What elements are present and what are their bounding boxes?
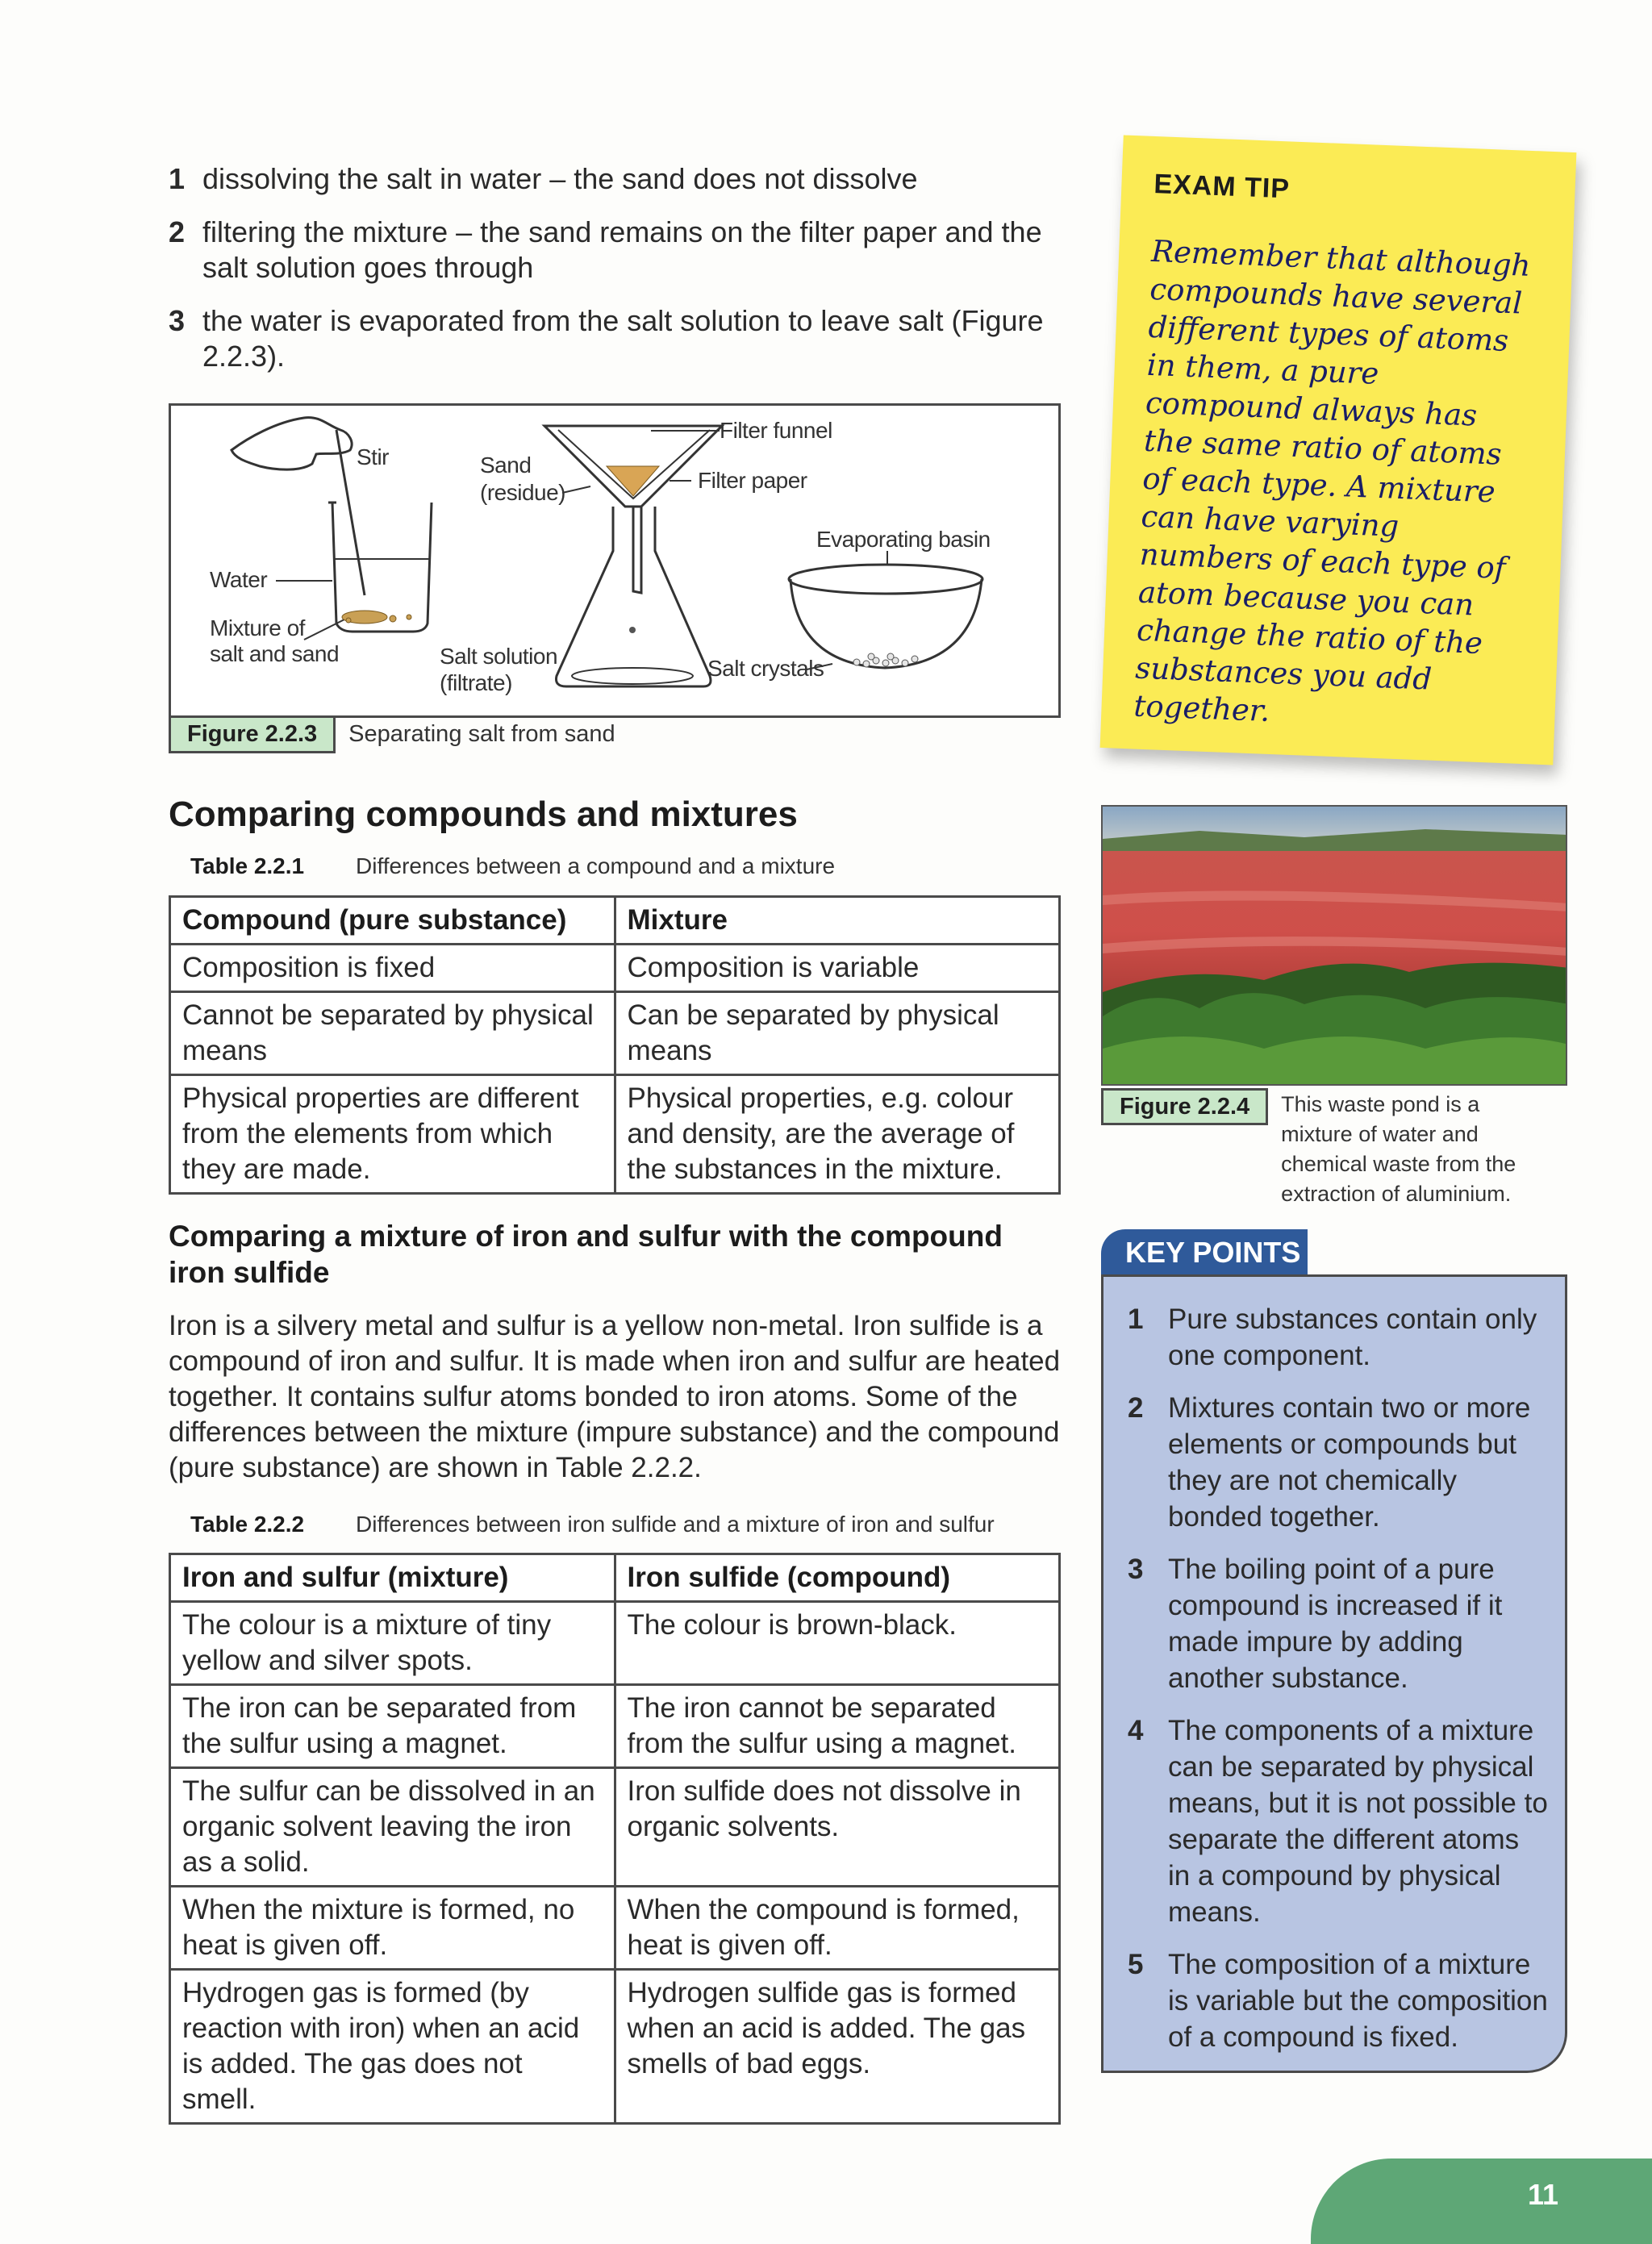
key-point-item: 1 Pure substances contain only one component.: [1128, 1303, 1537, 1371]
beaker: [332, 503, 432, 632]
table-cell: The colour is a mixture of tiny yellow and silver spots.: [170, 1602, 615, 1685]
figure-tag: Figure 2.2.4: [1101, 1088, 1268, 1125]
key-points-list: [1103, 1277, 1565, 2055]
figure-caption-text: Separating salt from sand: [348, 721, 615, 747]
body-paragraph: Iron is a silvery metal and sulfur is a yellow non-metal. Iron sulfide is a compound of iron and sulfur. It is made when iron and sulfur are heated together. It contains sulfur atoms bonded to iron atoms. Some of the differences between the mixture (impure substance) and the compound (pure substance) are shown in Table 2.2.2.: [169, 1310, 1061, 1483]
key-point-item: 2 Mixtures contain two or more elements or compounds but they are not chemically bonded together.: [1128, 1392, 1531, 1533]
table-row: [170, 1768, 1060, 1887]
table-header-cell: Compound (pure substance): [170, 897, 615, 945]
figure-caption-223: [169, 715, 628, 753]
hand-icon: [232, 418, 352, 470]
label-filtrate-line1: Salt solution: [440, 644, 558, 669]
table-number: Table 2.2.2: [190, 1512, 305, 1537]
label-sand-line1: Sand: [480, 453, 532, 478]
table-cell: Composition is variable: [615, 945, 1060, 992]
table-row: [170, 945, 1060, 992]
key-point-item: 4 The components of a mixture can be separated by physical means, but it is not possible to separate the different atoms in a compound by physical means.: [1128, 1715, 1548, 1928]
key-point-item: 5 The composition of a mixture is variable but the composition of a compound is fixed.: [1128, 1949, 1548, 2053]
table-number: Table 2.2.1: [190, 853, 305, 878]
table-header-cell: Mixture: [615, 897, 1060, 945]
table-cell: Iron sulfide does not dissolve in organic solvents.: [615, 1768, 1060, 1887]
table-cell: The colour is brown-black.: [615, 1602, 1060, 1685]
table-caption-text: Differences between a compound and a mixture: [356, 853, 836, 878]
page-tab: [1311, 2158, 1652, 2244]
table-221-caption: [190, 853, 835, 879]
table-cell: The iron cannot be separated from the sulfur using a magnet.: [615, 1685, 1060, 1768]
figure-separating-salt: [169, 403, 1061, 718]
apparatus-diagram: [171, 406, 1058, 715]
label-filter-funnel: Filter funnel: [720, 418, 832, 443]
table-row: [170, 992, 1060, 1075]
table-cell: When the compound is formed, heat is given off.: [615, 1887, 1060, 1970]
exam-tip-note: [1100, 135, 1577, 765]
label-sand-line2: (residue): [480, 480, 565, 505]
figure-tag: Figure 2.2.3: [169, 715, 336, 753]
table-222-caption: [190, 1512, 995, 1537]
table-cell: When the mixture is formed, no heat is given off.: [170, 1887, 615, 1970]
table-cell: Composition is fixed: [170, 945, 615, 992]
table-row: [170, 1887, 1060, 1970]
step-item: 2 filtering the mixture – the sand remains on the filter paper and the salt solution goes through: [169, 215, 1042, 284]
exam-tip-title: EXAM TIP: [1153, 168, 1291, 205]
label-mixture-line1: Mixture of: [210, 615, 305, 640]
figure-caption-224: [1101, 1088, 1534, 1211]
step-item: 1 dissolving the salt in water – the sand does not dissolve: [169, 162, 918, 195]
label-water: Water: [210, 567, 268, 592]
step-item: 3 the water is evaporated from the salt solution to leave salt (Figure 2.2.3).: [169, 304, 1044, 373]
table-cell: The sulfur can be dissolved in an organic solvent leaving the iron as a solid.: [170, 1768, 615, 1887]
label-salt-crystals: Salt crystals: [707, 656, 824, 681]
table-row: [170, 1602, 1060, 1685]
waste-pond-photo: [1101, 805, 1567, 1086]
figure-caption-text: This waste pond is a mixture of water and chemical waste from the extraction of aluminium.: [1281, 1092, 1516, 1206]
table-cell: Physical properties, e.g. colour and density, are the average of the substances in the mixture.: [615, 1075, 1060, 1194]
steps-block: [169, 161, 1061, 392]
table-header-row: [170, 1554, 1060, 1602]
table-row: [170, 1970, 1060, 2124]
table-row: [170, 1685, 1060, 1768]
label-filter-paper: Filter paper: [698, 468, 807, 493]
table-row: [170, 1075, 1060, 1194]
table-cell: Cannot be separated by physical means: [170, 992, 615, 1075]
waste-pond-image: [1103, 807, 1567, 1086]
subheading: Comparing a mixture of iron and sulfur with the compound iron sulfide: [169, 1220, 1003, 1289]
key-points-tab: KEY POINTS: [1101, 1229, 1308, 1277]
steps-list: [169, 161, 1061, 374]
table-cell: Physical properties are different from the elements from which they are made.: [170, 1075, 615, 1194]
label-stir: Stir: [357, 444, 389, 469]
table-header-row: [170, 897, 1060, 945]
label-mixture-line2: salt and sand: [210, 641, 340, 666]
table-caption-text: Differences between iron sulfide and a mixture of iron and sulfur: [356, 1512, 995, 1537]
table-header-cell: Iron and sulfur (mixture): [170, 1554, 615, 1602]
key-points-box: [1101, 1274, 1567, 2073]
table-cell: Hydrogen sulfide gas is formed when an acid is added. The gas smells of bad eggs.: [615, 1970, 1060, 2124]
section-heading: Comparing compounds and mixtures: [169, 795, 798, 834]
label-filtrate-line2: (filtrate): [440, 670, 512, 695]
table-cell: Can be separated by physical means: [615, 992, 1060, 1075]
table-cell: The iron can be separated from the sulfur using a magnet.: [170, 1685, 615, 1768]
table-compound-vs-mixture: [169, 895, 1061, 1195]
exam-tip-text: Remember that although compounds have several different types of atoms in them, a pure compound always has the same ratio of atoms of each type. A mixture can have varying numbers of each type of atom because you can change the ratio of the substances you add together.: [1133, 233, 1532, 728]
table-cell: Hydrogen gas is formed (by reaction with iron) when an acid is added. The gas does not smell.: [170, 1970, 615, 2124]
key-point-item: 3 The boiling point of a pure compound is increased if it made impure by adding another substance.: [1128, 1554, 1503, 1694]
page-number: 11: [1528, 2178, 1559, 2211]
table-header-cell: Iron sulfide (compound): [615, 1554, 1060, 1602]
table-iron-sulfur: [169, 1553, 1061, 2125]
label-evaporating-basin: Evaporating basin: [816, 527, 991, 552]
